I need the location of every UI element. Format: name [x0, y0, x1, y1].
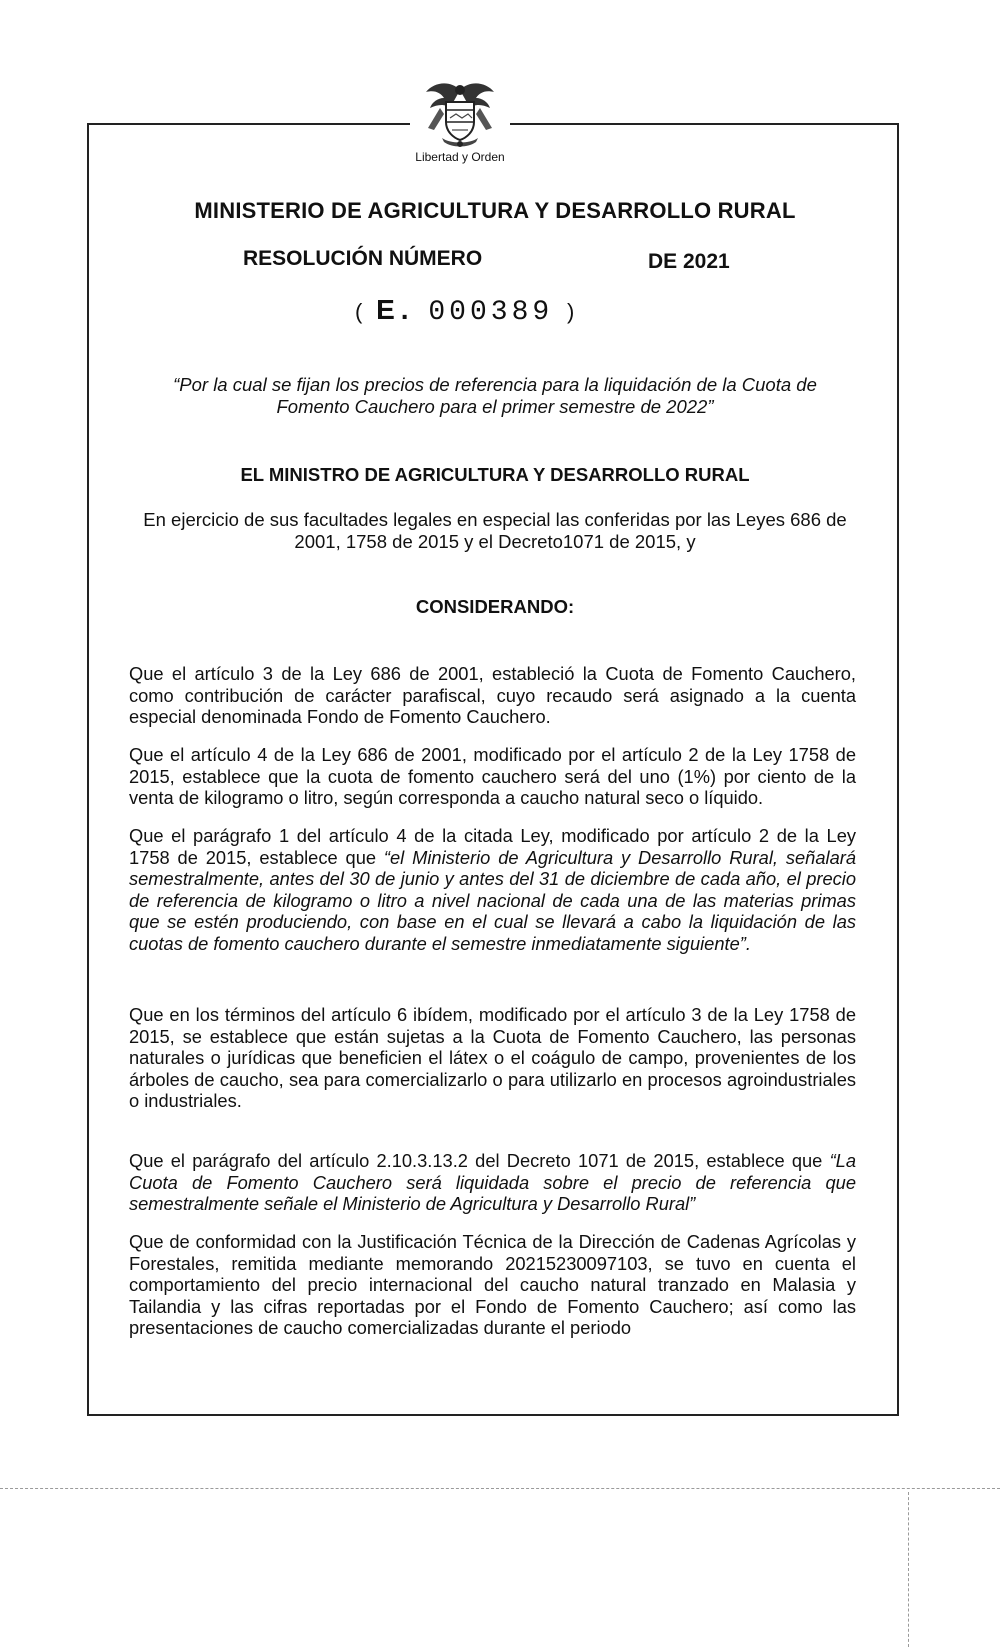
scan-artifact-line — [0, 1488, 1000, 1489]
motto: Libertad y Orden — [415, 150, 505, 164]
resolution-label: RESOLUCIÓN NÚMERO — [243, 247, 483, 270]
paragraph-4: Que en los términos del artículo 6 ibídem, modificado por el artículo 3 de la Ley 1758 de 2015, se establece que están sujetas a la Cuota de Fomento Cauchero, las personas naturales o jurídicas que beneficien el látex o el coágulo de campo, provenientes de los árboles de caucho, sea para comercializarlo o para utilizarlo en procesos agroindustriales o industriales. — [129, 1004, 856, 1112]
resolution-title: “Por la cual se fijan los precios de referencia para la liquidación de la Cuota de Fomento Cauchero para el primer semestre de 2022” — [173, 374, 817, 417]
intro-text: En ejercicio de sus facultades legales en especial las conferidas por las Leyes 686 de 2001, 1758 de 2015 y el Decreto1071 de 2015, y — [143, 509, 847, 552]
close-paren: ) — [566, 299, 575, 324]
resolution-number — [355, 294, 574, 328]
paragraph-5-quote: “La Cuota de Fomento Cauchero será liquidada sobre el precio de referencia que semestralmente señale el Ministerio de Agricultura y Desarrollo Rural” — [129, 1150, 856, 1215]
paragraph-5-lead: Que el parágrafo del artículo 2.10.3.13.2 del Decreto 1071 de 2015, establece que — [129, 1150, 830, 1171]
minister-heading: EL MINISTRO DE AGRICULTURA Y DESARROLLO RURAL — [240, 464, 750, 485]
paragraph-6: Que de conformidad con la Justificación Técnica de la Dirección de Cadenas Agrícolas y Forestales, remitida mediante memorando 20215230097103, se tuvo en cuenta el comportamiento del precio internacional del caucho natural tranzado en Malasia y Tailandia y las cifras reportadas por el Fondo de Fomento Cauchero; así como las presentaciones de caucho comercializadas durante el periodo — [129, 1231, 856, 1339]
coat-of-arms-icon — [420, 78, 500, 148]
number-digits: 000389 — [428, 297, 554, 328]
considerando-heading: CONSIDERANDO: — [415, 596, 575, 617]
scan-artifact-vertical — [908, 1492, 909, 1647]
paragraph-3 — [129, 825, 856, 955]
open-paren: ( — [355, 299, 363, 324]
ministry-heading: MINISTERIO DE AGRICULTURA Y DESARROLLO RURAL — [194, 198, 796, 223]
paragraph-1: Que el artículo 3 de la Ley 686 de 2001, estableció la Cuota de Fomento Cauchero, como contribución de carácter parafiscal, cuyo recaudo será asignado a la cuenta especial denominada Fondo de Fomento Cauchero. — [129, 663, 856, 728]
paragraph-3-quote: “el Ministerio de Agricultura y Desarrollo Rural, señalará semestralmente, antes del 30 de junio y antes del 31 de diciembre de cada año, el precio de referencia de kilogramo o litro a nivel nacional de cada una de las materias primas que se estén produciendo, con base en el cual se llevará a cabo la liquidación de las cuotas de fomento cauchero durante el semestre inmediatamente siguiente”. — [129, 846, 856, 954]
paragraph-5 — [129, 1150, 856, 1215]
paragraph-2: Que el artículo 4 de la Ley 686 de 2001, modificado por el artículo 2 de la Ley 1758 de 2015, establece que la cuota de fomento cauchero será del uno (1%) por ciento de la venta de kilogramo o litro, según corresponda a caucho natural seco o líquido. — [129, 744, 856, 809]
number-prefix: E. — [376, 294, 415, 325]
paragraph-3-lead: Que el parágrafo 1 del artículo 4 de la citada Ley, modificado por artículo 2 de la Ley 1758 de 2015, establece que — [129, 825, 856, 868]
resolution-year: DE 2021 — [648, 250, 730, 273]
